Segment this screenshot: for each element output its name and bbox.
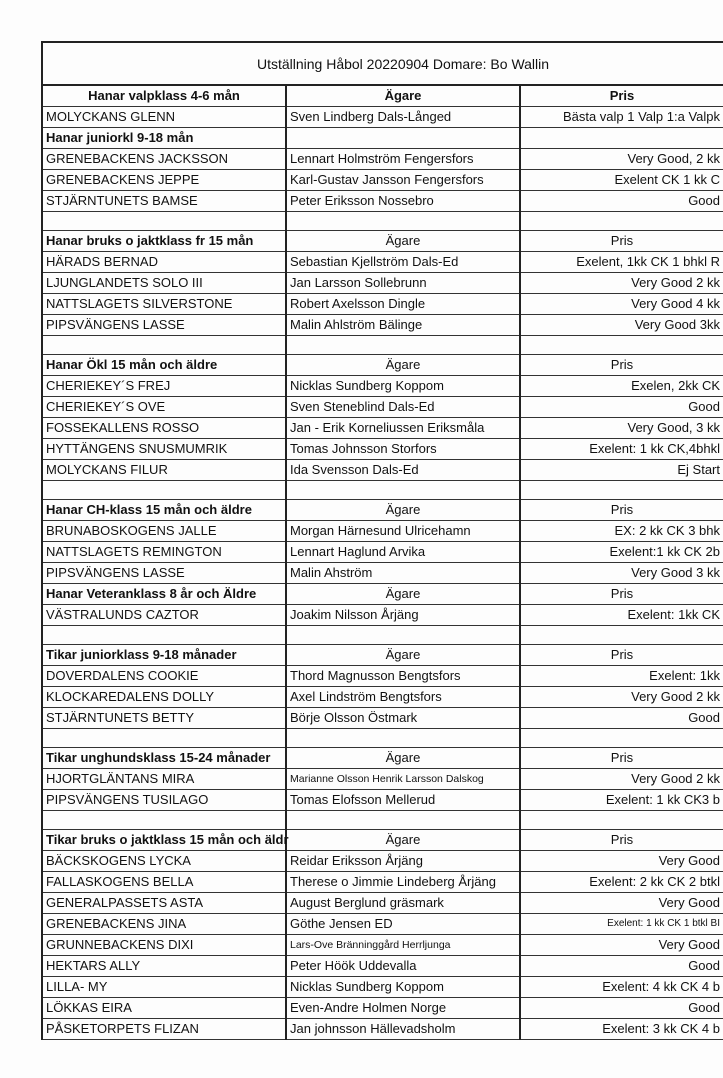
class-name-cell: Hanar Ökl 15 mån och äldre <box>43 355 286 376</box>
document-title: Utställning Håbol 20220904 Domare: Bo Wallin <box>43 43 723 86</box>
prize-cell: Good <box>520 191 723 212</box>
prize-cell: Very Good 2 kk <box>520 273 723 294</box>
empty-cell <box>43 336 286 355</box>
dog-name-cell: PIPSVÄNGENS LASSE <box>43 315 286 336</box>
table-row <box>43 605 723 626</box>
table-row <box>43 397 723 418</box>
dog-name-cell: STJÄRNTUNETS BAMSE <box>43 191 286 212</box>
dog-name-cell: FOSSEKALLENS ROSSO <box>43 418 286 439</box>
owner-cell: Nicklas Sundberg Koppom <box>286 977 520 998</box>
dog-name-cell: PÅSKETORPETS FLIZAN <box>43 1019 286 1040</box>
prize-cell: Good <box>520 708 723 729</box>
owner-cell: Sven Steneblind Dals-Ed <box>286 397 520 418</box>
prize-cell: Very Good 2 kk <box>520 769 723 790</box>
prize-cell: Bästa valp 1 Valp 1:a Valpk <box>520 107 723 128</box>
table-row <box>43 107 723 128</box>
owner-cell: Jan - Erik Korneliussen Eriksmåla <box>286 418 520 439</box>
empty-cell <box>43 729 286 748</box>
class-name-cell: Hanar Veteranklass 8 år och Äldre <box>43 584 286 605</box>
class-column-header: Hanar valpklass 4-6 mån <box>43 86 286 107</box>
dog-name-cell: PIPSVÄNGENS LASSE <box>43 563 286 584</box>
dog-name-cell: NATTSLAGETS SILVERSTONE <box>43 294 286 315</box>
table-row <box>43 872 723 893</box>
empty-cell <box>520 336 723 355</box>
empty-cell <box>43 212 286 231</box>
prize-cell: Exelent: 1kk <box>520 666 723 687</box>
owner-cell: Sven Lindberg Dals-Långed <box>286 107 520 128</box>
empty-cell <box>286 336 520 355</box>
dog-name-cell: LÖKKAS EIRA <box>43 998 286 1019</box>
prize-column-header: Pris <box>520 86 723 107</box>
results-sheet <box>41 41 723 1040</box>
prize-cell: Very Good 4 kk <box>520 294 723 315</box>
blank-row <box>43 481 723 500</box>
empty-cell <box>286 212 520 231</box>
prize-cell: Good <box>520 998 723 1019</box>
empty-cell <box>286 729 520 748</box>
blank-row <box>43 811 723 830</box>
owner-cell: Ida Svensson Dals-Ed <box>286 460 520 481</box>
class-header-row <box>43 128 723 149</box>
prize-cell: Ej Start <box>520 460 723 481</box>
prize-cell: Exelen, 2kk CK <box>520 376 723 397</box>
prize-cell: Very Good 3 kk <box>520 563 723 584</box>
table-row <box>43 460 723 481</box>
dog-name-cell: LILLA- MY <box>43 977 286 998</box>
column-header-row <box>43 86 723 107</box>
owner-cell: Jan Larsson Sollebrunn <box>286 273 520 294</box>
table-row <box>43 439 723 460</box>
owner-cell: Sebastian Kjellström Dals-Ed <box>286 252 520 273</box>
prize-cell: Exelent, 1kk CK 1 bhkl R <box>520 252 723 273</box>
empty-cell <box>520 811 723 830</box>
dog-name-cell: HYTTÄNGENS SNUSMUMRIK <box>43 439 286 460</box>
owner-cell: Malin Ahlström Bälinge <box>286 315 520 336</box>
prize-cell: Exelent: 1 kk CK3 b <box>520 790 723 811</box>
class-name-cell: Tikar unghundsklass 15-24 månader <box>43 748 286 769</box>
owner-cell: Tomas Elofsson Mellerud <box>286 790 520 811</box>
blank-row <box>43 336 723 355</box>
prize-cell: Pris <box>520 748 723 769</box>
prize-cell: Very Good <box>520 893 723 914</box>
dog-name-cell: HJORTGLÄNTANS MIRA <box>43 769 286 790</box>
dog-name-cell: KLOCKAREDALENS DOLLY <box>43 687 286 708</box>
owner-cell: August Berglund gräsmark <box>286 893 520 914</box>
class-name-cell: Hanar bruks o jaktklass fr 15 mån <box>43 231 286 252</box>
prize-cell: Exelent:1 kk CK 2b <box>520 542 723 563</box>
owner-cell: Lennart Haglund Arvika <box>286 542 520 563</box>
prize-cell: Very Good 3kk <box>520 315 723 336</box>
owner-cell: Nicklas Sundberg Koppom <box>286 376 520 397</box>
table-row <box>43 998 723 1019</box>
dog-name-cell: NATTSLAGETS REMINGTON <box>43 542 286 563</box>
empty-cell <box>43 481 286 500</box>
class-name-cell: Tikar juniorklass 9-18 månader <box>43 645 286 666</box>
table-row <box>43 935 723 956</box>
owner-cell: Göthe Jensen ED <box>286 914 520 935</box>
table-row <box>43 769 723 790</box>
prize-cell: Exelent: 1 kk CK,4bhkl <box>520 439 723 460</box>
dog-name-cell: CHERIEKEY´S FREJ <box>43 376 286 397</box>
table-row <box>43 542 723 563</box>
prize-cell: Exelent: 2 kk CK 2 btkl <box>520 872 723 893</box>
class-header-row <box>43 500 723 521</box>
owner-cell: Peter Höök Uddevalla <box>286 956 520 977</box>
prize-cell: Very Good <box>520 851 723 872</box>
prize-cell: Pris <box>520 500 723 521</box>
blank-row <box>43 729 723 748</box>
owner-cell: Börje Olsson Östmark <box>286 708 520 729</box>
prize-cell: Exelent CK 1 kk C <box>520 170 723 191</box>
prize-cell: Good <box>520 956 723 977</box>
empty-cell <box>520 729 723 748</box>
owner-cell: Marianne Olsson Henrik Larsson Dalskog <box>286 769 520 790</box>
table-row <box>43 956 723 977</box>
prize-cell: Exelent: 1kk CK <box>520 605 723 626</box>
owner-column-header: Ägare <box>286 86 520 107</box>
table-row <box>43 666 723 687</box>
class-header-row <box>43 355 723 376</box>
table-row <box>43 294 723 315</box>
table-row <box>43 191 723 212</box>
dog-name-cell: HÄRADS BERNAD <box>43 252 286 273</box>
prize-cell: Good <box>520 397 723 418</box>
prize-cell: Exelent: 3 kk CK 4 b <box>520 1019 723 1040</box>
prize-cell: Exelent: 4 kk CK 4 b <box>520 977 723 998</box>
dog-name-cell: GRENEBACKENS JACKSSON <box>43 149 286 170</box>
dog-name-cell: GENERALPASSETS ASTA <box>43 893 286 914</box>
class-header-row <box>43 830 723 851</box>
dog-name-cell: FALLASKOGENS BELLA <box>43 872 286 893</box>
owner-cell: Ägare <box>286 231 520 252</box>
owner-cell: Reidar Eriksson Årjäng <box>286 851 520 872</box>
dog-name-cell: VÄSTRALUNDS CAZTOR <box>43 605 286 626</box>
table-row <box>43 418 723 439</box>
class-header-row <box>43 645 723 666</box>
owner-cell: Lars-Ove Bränninggård Herrljunga <box>286 935 520 956</box>
table-row <box>43 273 723 294</box>
table-row <box>43 914 723 935</box>
class-name-cell: Tikar bruks o jaktklass 15 mån och äldr <box>43 830 286 851</box>
owner-cell: Ägare <box>286 645 520 666</box>
class-header-row <box>43 231 723 252</box>
prize-cell: Pris <box>520 645 723 666</box>
table-row <box>43 315 723 336</box>
prize-cell: EX: 2 kk CK 3 bhk <box>520 521 723 542</box>
table-row <box>43 149 723 170</box>
owner-cell: Robert Axelsson Dingle <box>286 294 520 315</box>
owner-cell: Axel Lindström Bengtsfors <box>286 687 520 708</box>
owner-cell: Ägare <box>286 584 520 605</box>
dog-name-cell: MOLYCKANS FILUR <box>43 460 286 481</box>
dog-name-cell: STJÄRNTUNETS BETTY <box>43 708 286 729</box>
dog-name-cell: DOVERDALENS COOKIE <box>43 666 286 687</box>
empty-cell <box>286 811 520 830</box>
table-row <box>43 376 723 397</box>
class-header-row <box>43 748 723 769</box>
table-row <box>43 563 723 584</box>
empty-cell <box>43 811 286 830</box>
dog-name-cell: LJUNGLANDETS SOLO III <box>43 273 286 294</box>
class-header-row <box>43 584 723 605</box>
owner-cell: Joakim Nilsson Årjäng <box>286 605 520 626</box>
table-row <box>43 1019 723 1040</box>
dog-name-cell: PIPSVÄNGENS TUSILAGO <box>43 790 286 811</box>
table-row <box>43 851 723 872</box>
empty-cell <box>286 481 520 500</box>
prize-cell: Very Good 2 kk <box>520 687 723 708</box>
dog-name-cell: MOLYCKANS GLENN <box>43 107 286 128</box>
dog-name-cell: BÄCKSKOGENS LYCKA <box>43 851 286 872</box>
table-row <box>43 687 723 708</box>
table-row <box>43 708 723 729</box>
owner-cell: Malin Ahström <box>286 563 520 584</box>
empty-cell <box>520 626 723 645</box>
prize-cell: Pris <box>520 584 723 605</box>
owner-cell: Ägare <box>286 748 520 769</box>
owner-cell: Ägare <box>286 830 520 851</box>
dog-name-cell: BRUNABOSKOGENS JALLE <box>43 521 286 542</box>
prize-cell <box>520 128 723 149</box>
owner-cell: Therese o Jimmie Lindeberg Årjäng <box>286 872 520 893</box>
owner-cell <box>286 128 520 149</box>
owner-cell: Thord Magnusson Bengtsfors <box>286 666 520 687</box>
table-row <box>43 977 723 998</box>
class-name-cell: Hanar juniorkl 9-18 mån <box>43 128 286 149</box>
results-table <box>43 86 723 1040</box>
table-row <box>43 893 723 914</box>
prize-cell: Very Good, 2 kk <box>520 149 723 170</box>
owner-cell: Morgan Härnesund Ulricehamn <box>286 521 520 542</box>
empty-cell <box>286 626 520 645</box>
blank-row <box>43 626 723 645</box>
empty-cell <box>520 212 723 231</box>
owner-cell: Even-Andre Holmen Norge <box>286 998 520 1019</box>
prize-cell: Pris <box>520 231 723 252</box>
prize-cell: Pris <box>520 355 723 376</box>
blank-row <box>43 212 723 231</box>
prize-cell: Exelent: 1 kk CK 1 btkl BI <box>520 914 723 935</box>
table-row <box>43 252 723 273</box>
owner-cell: Ägare <box>286 355 520 376</box>
table-row <box>43 170 723 191</box>
class-name-cell: Hanar CH-klass 15 mån och äldre <box>43 500 286 521</box>
table-row <box>43 790 723 811</box>
owner-cell: Tomas Johnsson Storfors <box>286 439 520 460</box>
empty-cell <box>43 626 286 645</box>
dog-name-cell: GRENEBACKENS JEPPE <box>43 170 286 191</box>
owner-cell: Karl-Gustav Jansson Fengersfors <box>286 170 520 191</box>
dog-name-cell: GRUNNEBACKENS DIXI <box>43 935 286 956</box>
dog-name-cell: CHERIEKEY´S OVE <box>43 397 286 418</box>
owner-cell: Jan johnsson Hällevadsholm <box>286 1019 520 1040</box>
owner-cell: Lennart Holmström Fengersfors <box>286 149 520 170</box>
prize-cell: Pris <box>520 830 723 851</box>
empty-cell <box>520 481 723 500</box>
dog-name-cell: HEKTARS ALLY <box>43 956 286 977</box>
prize-cell: Very Good <box>520 935 723 956</box>
dog-name-cell: GRENEBACKENS JINA <box>43 914 286 935</box>
owner-cell: Ägare <box>286 500 520 521</box>
prize-cell: Very Good, 3 kk <box>520 418 723 439</box>
table-row <box>43 521 723 542</box>
owner-cell: Peter Eriksson Nossebro <box>286 191 520 212</box>
